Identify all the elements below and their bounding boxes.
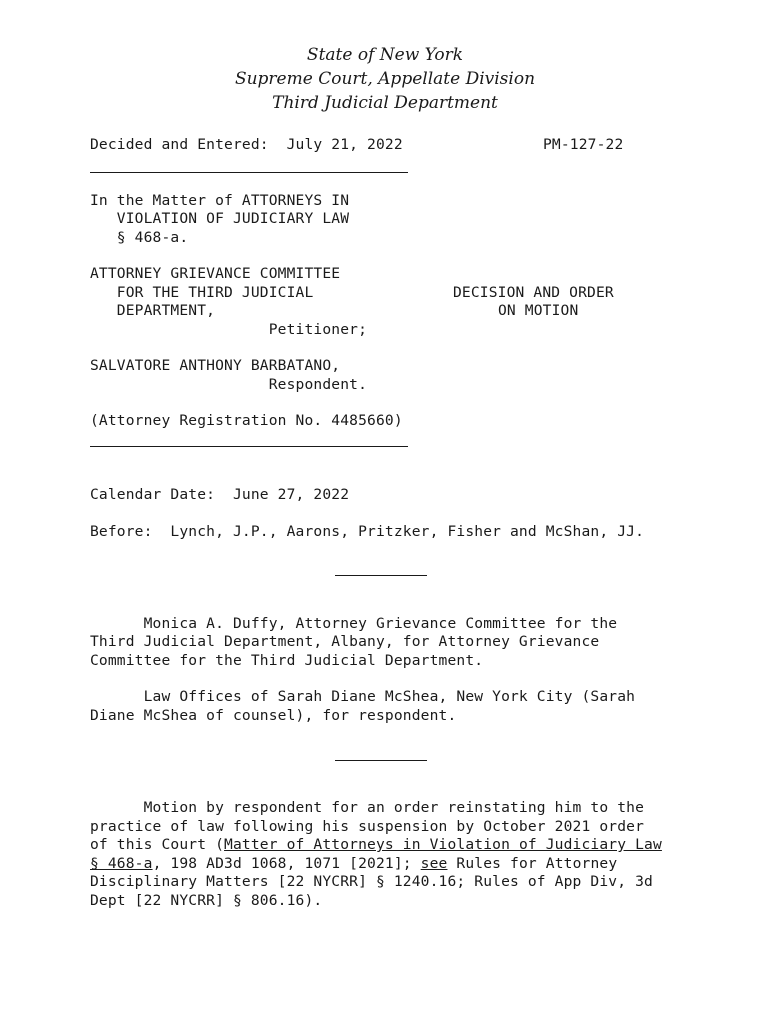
- motion-line-5: Disciplinary Matters [22 NYCRR] § 1240.16; Rules of App Div, 3d: [90, 873, 653, 890]
- petitioner-role: Petitioner;: [90, 321, 368, 338]
- decided-date: Decided and Entered: July 21, 2022: [90, 136, 403, 153]
- motion-line-2: practice of law following his suspension by October 2021 order: [90, 818, 645, 835]
- motion-line-4: [90, 855, 617, 872]
- court-division: Supreme Court, Appellate Division: [234, 69, 536, 89]
- decision-title-1: DECISION AND ORDER: [453, 284, 614, 301]
- case-citation-section: § 468-a: [90, 855, 153, 872]
- decision-title-2: ON MOTION: [498, 302, 579, 319]
- motion-line-3-prefix: of this Court (: [90, 836, 225, 853]
- motion-line-4-tail: Rules for Attorney: [447, 855, 618, 872]
- court-department: Third Judicial Department: [272, 93, 498, 113]
- petitioner-line-1: ATTORNEY GRIEVANCE COMMITTEE: [90, 265, 341, 282]
- matter-line-1: In the Matter of ATTORNEYS IN: [90, 192, 350, 209]
- matter-line-3: § 468-a.: [90, 229, 189, 246]
- respondent-name: SALVATORE ANTHONY BARBATANO,: [90, 357, 341, 374]
- matter-line-2: VIOLATION OF JUDICIARY LAW: [90, 210, 350, 227]
- bench-panel: Before: Lynch, J.P., Aarons, Pritzker, Fisher and McShan, JJ.: [90, 523, 645, 540]
- petitioner-line-2: FOR THE THIRD JUDICIAL: [90, 284, 314, 301]
- petitioner-line-3: DEPARTMENT,: [90, 302, 216, 319]
- case-citation-title: Matter of Attorneys in Violation of Judiciary Law: [224, 836, 662, 853]
- counsel-petitioner-line-3: Committee for the Third Judicial Department.: [90, 652, 484, 669]
- calendar-date: Calendar Date: June 27, 2022: [90, 486, 350, 503]
- motion-line-6: Dept [22 NYCRR] § 806.16).: [90, 892, 323, 909]
- counsel-petitioner-line-2: Third Judicial Department, Albany, for Attorney Grievance: [90, 633, 600, 650]
- counsel-respondent-line-2: Diane McShea of counsel), for respondent.: [90, 707, 457, 724]
- respondent-role: Respondent.: [90, 376, 368, 393]
- counsel-respondent-line-1: Law Offices of Sarah Diane McShea, New York City (Sarah: [90, 688, 636, 705]
- section-divider-2: [335, 760, 427, 761]
- counsel-petitioner-line-1: Monica A. Duffy, Attorney Grievance Committee for the: [90, 615, 618, 632]
- caption-bottom-rule: [90, 446, 408, 447]
- motion-line-3: [90, 836, 662, 853]
- motion-line-4-citation: , 198 AD3d 1068, 1071 [2021];: [152, 855, 421, 872]
- docket-number: PM-127-22: [543, 136, 624, 153]
- registration-number: (Attorney Registration No. 4485660): [90, 412, 403, 429]
- caption-top-rule: [90, 172, 408, 173]
- court-name: State of New York: [306, 45, 464, 65]
- see-signal: see: [420, 855, 448, 872]
- motion-line-1: Motion by respondent for an order reinstating him to the: [90, 799, 645, 816]
- section-divider-1: [335, 575, 427, 576]
